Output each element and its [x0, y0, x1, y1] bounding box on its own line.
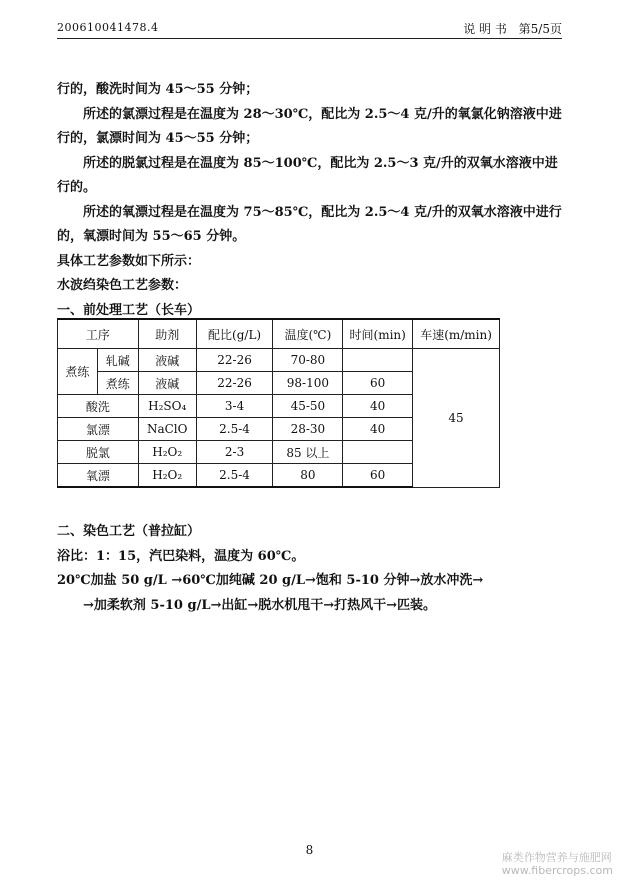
watermark	[502, 851, 613, 877]
watermark-line-1: 麻类作物营养与施肥网	[501, 851, 612, 864]
paragraph-5: 具体工艺参数如下所示：	[57, 253, 201, 269]
page-number: 8	[305, 843, 314, 857]
cell-temp: 85 以上	[273, 441, 343, 464]
table-row	[58, 349, 500, 372]
cell-step: 氧漂	[58, 464, 139, 488]
th-time: 时间(min)	[343, 319, 413, 349]
cell-step: 酸洗	[58, 395, 139, 418]
page-info: 第5/5页	[518, 22, 562, 36]
dyeing-line-1: 浴比：1：15，汽巴染料，温度为 60℃。	[57, 548, 305, 564]
cell-agent: NaClO	[138, 418, 196, 441]
cell-temp: 70-80	[273, 349, 343, 372]
cell-time	[343, 441, 413, 464]
cell-time: 40	[343, 418, 413, 441]
th-step: 工序	[58, 319, 139, 349]
cell-agent: H₂SO₄	[138, 395, 196, 418]
watermark-line-2: www.fibercrops.com	[501, 864, 613, 877]
section-2-title: 二、染色工艺（普拉缸）	[57, 524, 201, 539]
cell-temp: 80	[273, 464, 343, 488]
paragraph-6: 水波绉染色工艺参数：	[57, 278, 188, 293]
cell-time: 60	[343, 464, 413, 488]
cell-step: 煮练	[97, 372, 138, 395]
th-ratio: 配比(g/L)	[196, 319, 273, 349]
cell-ratio: 2.5-4	[196, 464, 273, 488]
cell-ratio: 22-26	[196, 372, 273, 395]
dyeing-section	[57, 520, 562, 618]
cell-step: 轧碱	[97, 349, 138, 372]
cell-temp: 45-50	[273, 395, 343, 418]
cell-temp: 28-30	[273, 418, 343, 441]
cell-time	[343, 349, 413, 372]
th-temp: 温度(℃)	[273, 319, 343, 349]
cell-ratio: 2.5-4	[196, 418, 273, 441]
paragraph-2: 所述的氯漂过程是在温度为 28～30℃，配比为 2.5～4 克/升的氧氯化钠溶液中进行的，氯漂时间为 45～55 分钟；	[57, 106, 562, 146]
cell-speed: 45	[413, 349, 500, 488]
th-agent: 助剂	[138, 319, 196, 349]
cell-ratio: 3-4	[196, 395, 273, 418]
header-rule	[57, 38, 562, 39]
cell-agent: H₂O₂	[138, 464, 196, 488]
dyeing-line-3: →加柔软剂 5-10 g/L→出缸→脱水机甩干→打热风干→匹装。	[83, 597, 437, 613]
header-right	[455, 20, 562, 37]
body-text	[57, 78, 562, 323]
doc-number: 200610041478.4	[57, 21, 159, 34]
paragraph-3: 所述的脱氯过程是在温度为 85～100℃，配比为 2.5～3 克/升的双氧水溶液中进行的。	[57, 155, 558, 195]
cell-agent: 液碱	[138, 372, 196, 395]
cell-step: 脱氯	[58, 441, 139, 464]
cell-agent: H₂O₂	[138, 441, 196, 464]
section-1-title: 一、前处理工艺（长车）	[57, 302, 201, 318]
cell-ratio: 22-26	[196, 349, 273, 372]
group-label: 煮练	[58, 349, 98, 395]
doc-type: 说 明 书	[463, 22, 507, 36]
cell-time: 60	[343, 372, 413, 395]
cell-step: 氯漂	[58, 418, 139, 441]
th-speed: 车速(m/min)	[413, 319, 500, 349]
paragraph-1: 行的，酸洗时间为 45～55 分钟；	[57, 82, 259, 97]
paragraph-4: 所述的氧漂过程是在温度为 75～85℃，配比为 2.5～4 克/升的双氧水溶液中进行的，氧漂时间为 55～65 分钟。	[57, 204, 562, 244]
cell-temp: 98-100	[273, 372, 343, 395]
cell-ratio: 2-3	[196, 441, 273, 464]
dyeing-line-2: 20℃加盐 50 g/L →60℃加纯碱 20 g/L→饱和 5-10 分钟→放水冲洗→	[57, 573, 484, 588]
cell-time: 40	[343, 395, 413, 418]
pretreatment-table	[57, 318, 500, 488]
cell-agent: 液碱	[138, 349, 196, 372]
